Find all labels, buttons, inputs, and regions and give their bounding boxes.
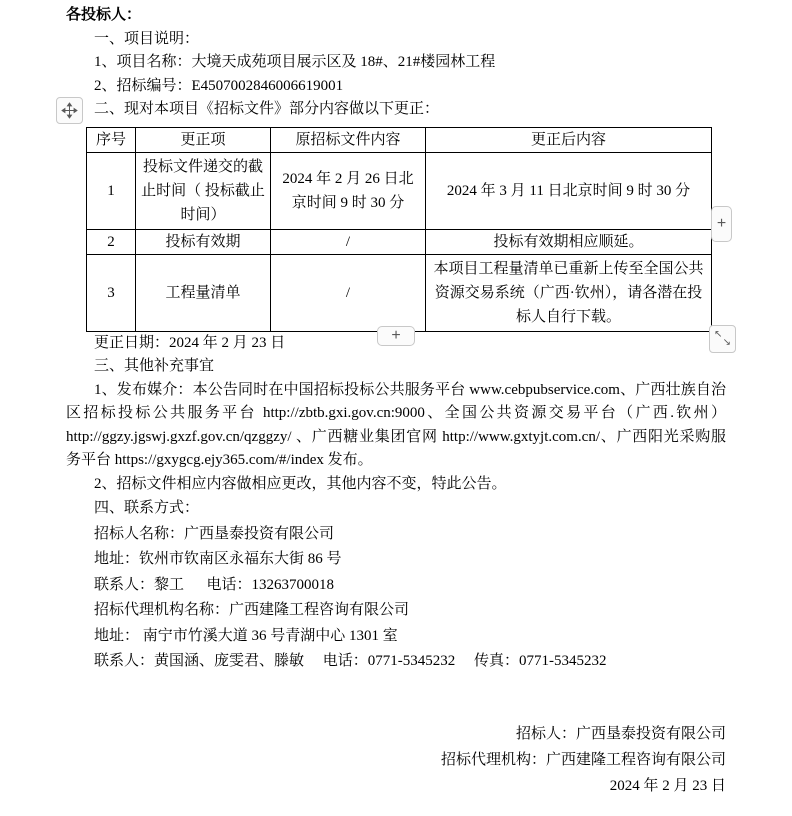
tenderer-address-line: 地址：钦州市钦南区永福东大街 86 号 — [94, 551, 342, 567]
add-column-button[interactable] — [711, 206, 732, 242]
section2-heading: 二、现对本项目《招标文件》部分内容做以下更正： — [94, 101, 440, 117]
col-header-item: 更正项 — [136, 127, 271, 152]
table-move-handle[interactable] — [56, 97, 83, 124]
table-resize-handle[interactable] — [709, 325, 736, 353]
col-header-original: 原招标文件内容 — [271, 127, 426, 152]
cell-item: 工程量清单 — [136, 254, 271, 331]
plus-icon: + — [716, 215, 727, 232]
signature-block — [66, 721, 726, 799]
salutation: 各投标人： — [66, 7, 142, 23]
cell-seq: 3 — [87, 254, 136, 331]
project-name-line: 1、项目名称：大境天成苑项目展示区及 18#、21#楼园林工程 — [94, 54, 496, 70]
cell-corrected: 2024 年 3 月 11 日北京时间 9 时 30 分 — [426, 152, 712, 229]
tenderer-contact-line: 联系人：黎工 电话：13263700018 — [94, 576, 335, 593]
correction-date-line: 更正日期：2024 年 2 月 23 日 — [94, 334, 286, 351]
table-row — [87, 229, 712, 254]
col-header-corrected: 更正后内容 — [426, 127, 712, 152]
signature-date: 2024 年 2 月 23 日 — [609, 777, 726, 794]
agency-name-line: 招标代理机构名称：广西建隆工程咨询有限公司 — [94, 602, 410, 618]
move-icon — [61, 102, 78, 119]
agency-address-line: 地址： 南宁市竹溪大道 36 号青湖中心 1301 室 — [94, 627, 398, 644]
add-row-button[interactable] — [377, 326, 415, 346]
agency-contact-line: 联系人：黄国涵、庞雯君、滕敏 电话：0771-5345232 传真：0771-5345232 — [94, 653, 607, 669]
cell-original: / — [271, 254, 426, 331]
col-header-seq: 序号 — [87, 127, 136, 152]
table-row — [87, 152, 712, 229]
table-row — [87, 254, 712, 331]
cell-seq: 2 — [87, 229, 136, 254]
cell-corrected: 投标有效期相应顺延。 — [426, 229, 712, 254]
tenderer-name-line: 招标人名称：广西垦泰投资有限公司 — [94, 525, 335, 542]
plus-icon: + — [391, 327, 401, 344]
cell-corrected: 本项目工程量清单已重新上传至全国公共资源交易系统（广西·钦州），请各潜在投标人自行下载。 — [426, 254, 712, 331]
signature-tenderer: 招标人：广西垦泰投资有限公司 — [515, 725, 726, 742]
contact-section — [66, 496, 726, 675]
correction-table — [86, 127, 712, 332]
resize-nw-icon: ↖ — [714, 329, 723, 340]
tender-number-line: 2、招标编号：E4507002846006619001 — [94, 77, 344, 94]
cell-original: / — [271, 229, 426, 254]
notice-paragraph: 2、招标文件相应内容做相应更改，其他内容不变，特此公告。 — [94, 475, 507, 492]
signature-agency: 招标代理机构：广西建隆工程咨询有限公司 — [440, 751, 726, 768]
cell-seq: 1 — [87, 152, 136, 229]
cell-item: 投标有效期 — [136, 229, 271, 254]
section3-heading: 三、其他补充事宜 — [94, 358, 215, 374]
section1-heading: 一、项目说明： — [94, 30, 200, 47]
media-paragraph: 1、发布媒介：本公告同时在中国招标投标公共服务平台 www.cebpubservice.com、广西壮族自治区招标投标公共服务平台 http://zbtb.gxi.gov.cn:9000、全国公共资源交易平台（广西.钦州） http://ggzy.jgswj.gxzf.gov.cn/qzggzy/ 、广西糖业集团官网 http://www.gxtyjt.com.cn/、广西阳光采购服务平台 https://gxygcg.ejy365.com/#/index 发布。 — [66, 381, 730, 468]
section4-heading: 四、联系方式： — [94, 500, 200, 516]
resize-se-icon: ↘ — [722, 337, 731, 348]
document-body — [66, 4, 730, 799]
cell-original: 2024 年 2 月 26 日北京时间 9 时 30 分 — [271, 152, 426, 229]
cell-item: 投标文件递交的截止时间（ 投标截止时间） — [136, 152, 271, 229]
table-header-row — [87, 127, 712, 152]
